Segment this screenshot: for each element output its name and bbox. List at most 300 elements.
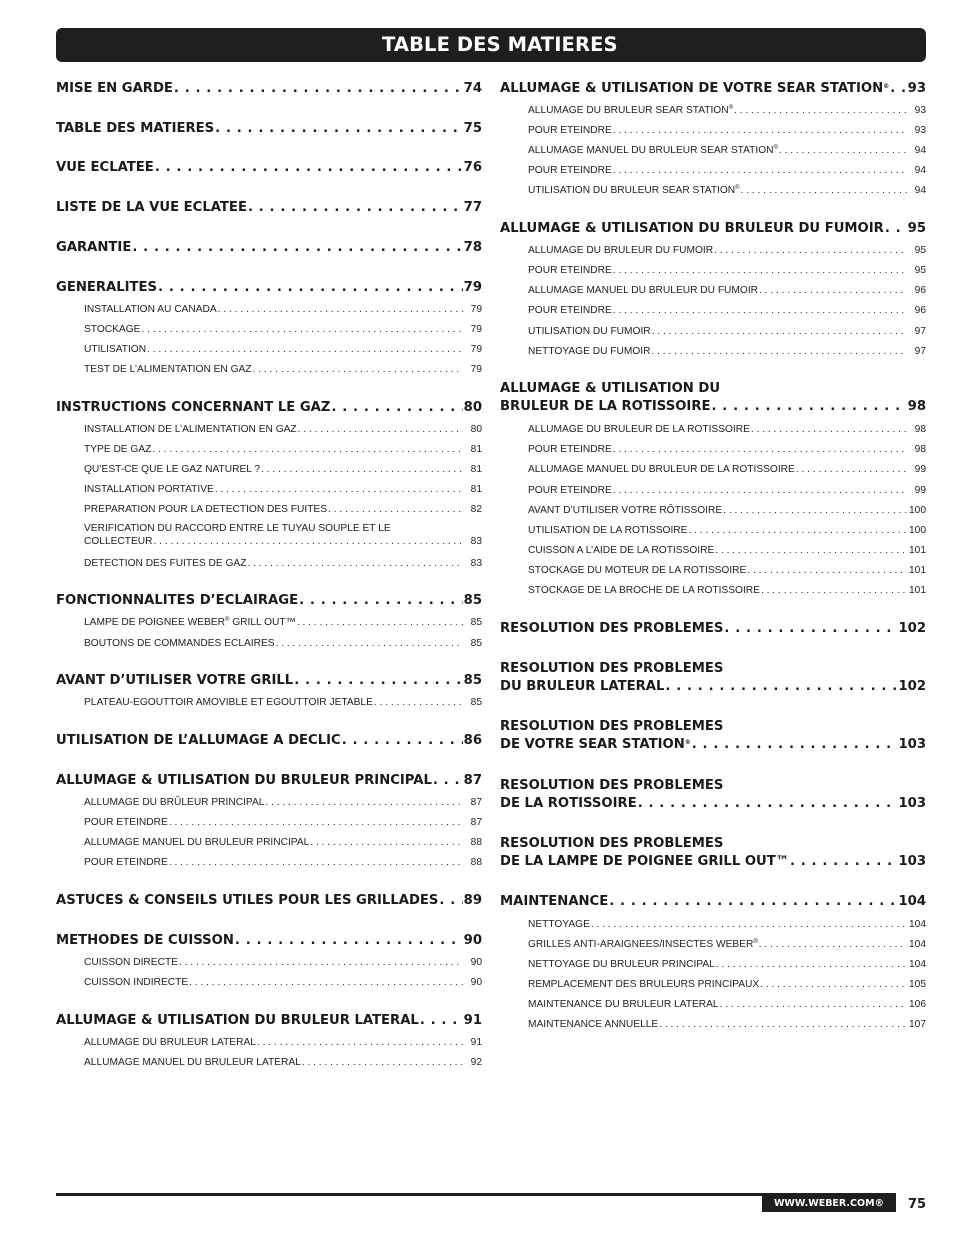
toc-section[interactable]: [56, 399, 482, 417]
toc-entry-title: [500, 853, 789, 871]
toc-section[interactable]: [56, 932, 482, 950]
toc-subentry-row[interactable]: [528, 325, 926, 338]
toc-subentry-title: [84, 836, 309, 849]
toc-section[interactable]: [56, 892, 482, 910]
toc-subentry-row[interactable]: [528, 958, 926, 971]
toc-entry-title: [500, 620, 723, 638]
entry-title-text: VUE ECLATEE: [56, 160, 154, 175]
toc-subentry-row[interactable]: [84, 816, 482, 829]
toc-subentry-row[interactable]: [528, 1018, 926, 1031]
toc-subentry-row[interactable]: [528, 443, 926, 456]
dot-leader: [760, 978, 907, 991]
toc-entry-row[interactable]: [56, 1012, 482, 1030]
toc-subentry-page: 90: [470, 977, 482, 988]
toc-subentry-row[interactable]: [528, 978, 926, 991]
toc-subentry-row[interactable]: [528, 524, 926, 537]
toc-section[interactable]: [500, 718, 926, 754]
toc-subentry-row[interactable]: [528, 584, 926, 597]
toc-section[interactable]: [56, 279, 482, 297]
entry-title-text: ALLUMAGE & UTILISATION DU BRULEUR LATERAL: [56, 1013, 419, 1028]
toc-subentry[interactable]: [528, 423, 926, 436]
toc-entry-row[interactable]: [500, 620, 926, 638]
entry-title-text: AVANT D’UTILISER VOTRE GRILL: [56, 673, 294, 688]
toc-subentry[interactable]: [528, 304, 926, 317]
toc-entry-title: [56, 199, 247, 217]
toc-subentry[interactable]: [84, 796, 482, 809]
toc-entry-row[interactable]: [56, 932, 482, 950]
entry-title-text: LISTE DE LA VUE ECLATEE: [56, 200, 247, 215]
entry-title-text: CUISSON INDIRECTE: [84, 977, 189, 988]
toc-subentry-page: 85: [470, 697, 482, 708]
entry-title-text: UTILISATION DU FUMOIR: [528, 326, 651, 337]
toc-section[interactable]: [56, 80, 482, 98]
registered-mark: ®: [773, 145, 778, 151]
toc-subentry-title: [84, 1036, 256, 1049]
toc-subentry-row[interactable]: [84, 463, 482, 476]
toc-entry-row[interactable]: [500, 795, 926, 813]
entry-title-text: PLATEAU-EGOUTTOIR AMOVIBLE ET EGOUTTOIR JETABLE: [84, 697, 373, 708]
toc-section[interactable]: [500, 777, 926, 813]
toc-subentry-title: [528, 544, 714, 557]
toc-entry-row[interactable]: [500, 80, 926, 98]
entry-title-text: ALLUMAGE MANUEL DU BRULEUR DU FUMOIR: [528, 285, 759, 296]
toc-subentry-page: 79: [470, 304, 482, 315]
toc-subentry-title: [84, 976, 188, 989]
toc-subentry-page: 87: [470, 817, 482, 828]
entry-title-text: DE LA LAMPE DE POIGNEE GRILL OUT™: [500, 854, 789, 869]
page-number: 75: [908, 1197, 927, 1212]
entry-title-text: NETTOYAGE: [528, 919, 590, 930]
toc-subentry-row[interactable]: [84, 535, 482, 548]
toc-entry-title-line1: ALLUMAGE & UTILISATION DU: [500, 381, 721, 396]
dot-leader: [759, 284, 907, 297]
toc-subentry-page: 83: [470, 536, 482, 547]
toc-subentry-page: 104: [909, 919, 926, 930]
dot-leader: [310, 836, 463, 849]
entry-title-text: ALLUMAGE DU BRULEUR DU FUMOIR: [528, 245, 714, 256]
toc-entry-row[interactable]: [500, 398, 926, 416]
toc-subentry-row[interactable]: [84, 557, 482, 570]
dot-leader: [688, 524, 907, 537]
toc-subentry-title: [528, 104, 733, 117]
toc-subentry-row[interactable]: [84, 1036, 482, 1049]
registered-mark: ®: [728, 105, 734, 111]
toc-subentry-row[interactable]: [84, 616, 482, 629]
dot-leader: [613, 443, 907, 456]
toc-section[interactable]: [56, 592, 482, 610]
toc-entry-page: 78: [463, 240, 482, 255]
toc-entry-page: 77: [463, 200, 482, 215]
toc-entry-page: 103: [898, 854, 926, 869]
toc-subentry[interactable]: [84, 1036, 482, 1049]
toc-entry-title-line1: RESOLUTION DES PROBLEMES: [500, 778, 724, 793]
toc-subentry-row[interactable]: [528, 564, 926, 577]
toc-entry-row[interactable]: [56, 592, 482, 610]
entry-title-text: CUISSON DIRECTE: [84, 957, 178, 968]
toc-subentry-row[interactable]: [528, 345, 926, 358]
entry-title-text: RESOLUTION DES PROBLEMES: [500, 621, 724, 636]
toc-subentry-page: 104: [909, 939, 926, 950]
toc-subentry[interactable]: [528, 998, 926, 1011]
toc-subentry[interactable]: [84, 303, 482, 316]
toc-entry-row[interactable]: [56, 239, 482, 257]
toc-subentry-row[interactable]: [528, 918, 926, 931]
toc-subentry-row[interactable]: [84, 363, 482, 376]
toc-subentry-title: [528, 164, 612, 177]
toc-subentry-page: 81: [470, 444, 482, 455]
toc-subentry-row[interactable]: [528, 504, 926, 517]
toc-subentry-row[interactable]: [84, 1056, 482, 1069]
toc-entry-title-line1: RESOLUTION DES PROBLEMES: [500, 836, 724, 851]
toc-entry-page: 76: [463, 160, 482, 175]
toc-subentry-row[interactable]: [84, 956, 482, 969]
entry-title-text: POUR ETEINDRE: [528, 485, 612, 496]
toc-section[interactable]: [56, 239, 482, 257]
toc-entry-page: 89: [463, 893, 482, 908]
entry-title-text: UTILISATION DE L’ALLUMAGE A DECLIC: [56, 733, 341, 748]
toc-subentry[interactable]: [84, 483, 482, 496]
dot-leader: [299, 592, 463, 610]
toc-subentry-row[interactable]: [528, 264, 926, 277]
dot-leader: [155, 159, 463, 177]
toc-entry-title: [56, 399, 330, 417]
toc-subentry[interactable]: [528, 463, 926, 476]
dot-leader: [179, 956, 463, 969]
toc-subentry-page: 94: [914, 145, 926, 156]
toc-subentry-title: [84, 637, 275, 650]
toc-subentry-title: [528, 325, 651, 338]
toc-entry-title: [56, 80, 173, 98]
toc-subentry-title: [84, 443, 151, 456]
toc-subentry-row[interactable]: [528, 423, 926, 436]
toc-subentry-page: 81: [470, 464, 482, 475]
toc-subentry[interactable]: [84, 323, 482, 336]
toc-subentry-row[interactable]: [84, 796, 482, 809]
toc-subentry[interactable]: [84, 463, 482, 476]
entry-title-text: ALLUMAGE DU BRULEUR DE LA ROTISSOIRE: [528, 424, 750, 435]
toc-subentry-page: 93: [914, 125, 926, 136]
toc-section[interactable]: [500, 660, 926, 696]
entry-title-text: INSTALLATION PORTATIVE: [84, 484, 214, 495]
toc-subentry[interactable]: [84, 856, 482, 869]
toc-subentry-title: [84, 483, 214, 496]
dot-leader: [169, 856, 463, 869]
toc-entry-row[interactable]: [56, 120, 482, 138]
toc-entry-row[interactable]: [500, 853, 926, 871]
toc-subentry[interactable]: [84, 557, 482, 570]
toc-entry-title: [56, 672, 293, 690]
entry-title-text: POUR ETEINDRE: [528, 165, 612, 176]
toc-subentry[interactable]: [84, 363, 482, 376]
entry-title-text: REMPLACEMENT DES BRULEURS PRINCIPAUX: [528, 979, 760, 990]
toc-subentry-page: 87: [470, 797, 482, 808]
toc-subentry-row[interactable]: [84, 637, 482, 650]
toc-subentry[interactable]: [84, 503, 482, 516]
toc-subentry-row[interactable]: [84, 343, 482, 356]
toc-section[interactable]: [56, 672, 482, 690]
toc-subentry-title: [84, 856, 168, 869]
dot-leader: [613, 164, 907, 177]
toc-subentry[interactable]: [84, 616, 482, 629]
dot-leader: [779, 144, 907, 157]
toc-entry-page: 93: [907, 81, 926, 96]
toc-entry-row[interactable]: [56, 772, 482, 790]
toc-subentry[interactable]: [528, 325, 926, 338]
toc-subentry-title: [528, 1018, 658, 1031]
toc-entry-page: 86: [463, 733, 482, 748]
toc-entry-row[interactable]: [500, 736, 926, 754]
toc-section[interactable]: [500, 220, 926, 238]
dot-leader: [420, 1012, 463, 1030]
toc-subentry-page: 82: [470, 504, 482, 515]
entry-title-text: POUR ETEINDRE: [528, 444, 612, 455]
registered-mark: ®: [735, 185, 740, 191]
toc-subentry[interactable]: [528, 958, 926, 971]
entry-title-text: GRILLES ANTI-ARAIGNEES/INSECTES WEBER: [528, 939, 754, 950]
toc-subentry-row[interactable]: [84, 696, 482, 709]
toc-subentry-row[interactable]: [528, 998, 926, 1011]
toc-entry-row[interactable]: [500, 893, 926, 911]
toc-section[interactable]: [500, 893, 926, 911]
toc-subentry-row[interactable]: [528, 463, 926, 476]
toc-subentry-row[interactable]: [528, 284, 926, 297]
dot-leader: [215, 483, 463, 496]
toc-subentry-row[interactable]: [84, 483, 482, 496]
dot-leader: [761, 584, 907, 597]
toc-subentry-title: [528, 423, 750, 436]
toc-subentry[interactable]: [528, 484, 926, 497]
toc-entry-page: 103: [898, 737, 926, 752]
toc-subentry-title: [84, 303, 217, 316]
entry-title-text: NETTOYAGE DU BRULEUR PRINCIPAL: [528, 959, 715, 970]
toc-subentry-title: [84, 816, 168, 829]
toc-subentry-page: 79: [470, 324, 482, 335]
toc-subentry[interactable]: [528, 544, 926, 557]
toc-subentry[interactable]: [84, 836, 482, 849]
toc-section[interactable]: [56, 1012, 482, 1030]
toc-subentry-row[interactable]: [528, 484, 926, 497]
dot-leader: [720, 998, 907, 1011]
toc-entry-page: 80: [463, 400, 482, 415]
toc-subentry[interactable]: [528, 443, 926, 456]
toc-subentry[interactable]: [528, 524, 926, 537]
toc-subentry-title: [84, 343, 146, 356]
toc-subentry[interactable]: [528, 104, 926, 117]
dot-leader: [253, 363, 463, 376]
toc-subentry-title: [84, 363, 252, 376]
dot-leader: [759, 938, 907, 951]
toc-subentry[interactable]: [528, 144, 926, 157]
toc-subentry[interactable]: [84, 1056, 482, 1069]
toc-subentry[interactable]: [528, 164, 926, 177]
toc-subentry[interactable]: [84, 816, 482, 829]
toc-subentry[interactable]: [84, 522, 482, 548]
toc-subentry-row[interactable]: [84, 303, 482, 316]
toc-section[interactable]: [500, 380, 926, 416]
toc-subentry-row[interactable]: [528, 184, 926, 197]
toc-section[interactable]: [500, 620, 926, 638]
toc-subentry-row[interactable]: [528, 164, 926, 177]
toc-subentry-page: 81: [470, 484, 482, 495]
toc-section[interactable]: [56, 120, 482, 138]
toc-subentry-row[interactable]: [84, 323, 482, 336]
toc-entry-page: 85: [463, 593, 482, 608]
toc-entry-row[interactable]: [56, 80, 482, 98]
toc-subentry[interactable]: [528, 978, 926, 991]
toc-section[interactable]: [500, 80, 926, 98]
dot-leader: [294, 672, 462, 690]
toc-subentry[interactable]: [528, 504, 926, 517]
toc-subentry[interactable]: [528, 284, 926, 297]
toc-subentry[interactable]: [528, 184, 926, 197]
toc-subentry[interactable]: [84, 976, 482, 989]
toc-entry-page: 90: [463, 933, 482, 948]
toc-entry-row[interactable]: [500, 220, 926, 238]
toc-subentry-row[interactable]: [528, 544, 926, 557]
toc-subentry-page: 93: [914, 105, 926, 116]
toc-subentry-title: [528, 484, 612, 497]
toc-subentry-row[interactable]: [84, 423, 482, 436]
page-title: TABLE DES MATIERES: [56, 28, 926, 62]
entry-title-text: ALLUMAGE MANUEL DU BRULEUR DE LA ROTISSOIRE: [528, 464, 795, 475]
dot-leader: [374, 696, 463, 709]
toc-subentry[interactable]: [84, 637, 482, 650]
dot-leader: [265, 796, 463, 809]
toc-subentry-row[interactable]: [84, 836, 482, 849]
dot-leader: [218, 303, 463, 316]
entry-title-text: MAINTENANCE: [500, 894, 609, 909]
entry-title-text: ALLUMAGE & UTILISATION DE VOTRE SEAR STATION: [500, 81, 884, 96]
dot-leader: [890, 80, 906, 98]
toc-subentry-page: 98: [914, 424, 926, 435]
dot-leader: [591, 918, 907, 931]
toc-subentry[interactable]: [528, 244, 926, 257]
toc-subentry-page: 106: [909, 999, 926, 1010]
toc-subentry-title: [528, 184, 740, 197]
toc-entry-title: [500, 398, 710, 416]
entry-title-text: DU BRULEUR LATERAL: [500, 679, 665, 694]
toc-subentry-page: 101: [909, 585, 926, 596]
entry-title-text: MAINTENANCE ANNUELLE: [528, 1019, 659, 1030]
toc-subentry[interactable]: [84, 343, 482, 356]
dot-leader: [734, 104, 907, 117]
entry-title-text: UTILISATION DU BRULEUR SEAR STATION: [528, 185, 736, 196]
toc-subentry-page: 95: [914, 245, 926, 256]
toc-subentry-row[interactable]: [84, 443, 482, 456]
dot-leader: [651, 345, 907, 358]
toc-subentry-row[interactable]: [528, 304, 926, 317]
dot-leader: [158, 279, 463, 297]
toc-entry-row[interactable]: [500, 678, 926, 696]
toc-subentry-page: 90: [470, 957, 482, 968]
toc-entry-row[interactable]: [56, 159, 482, 177]
toc-subentry-title: [528, 938, 758, 951]
toc-subentry[interactable]: [84, 443, 482, 456]
toc-subentry[interactable]: [84, 696, 482, 709]
toc-subentry-page: 85: [470, 617, 482, 628]
dot-leader: [235, 932, 463, 950]
entry-title-text: DETECTION DES FUITES DE GAZ: [84, 558, 247, 569]
toc-section[interactable]: [56, 199, 482, 217]
toc-subentry[interactable]: [528, 124, 926, 137]
toc-entry-row[interactable]: [56, 892, 482, 910]
toc-subentry-row[interactable]: [528, 124, 926, 137]
toc-entry-title: [56, 1012, 419, 1030]
dot-leader: [692, 736, 898, 754]
toc-subentry-title: [528, 504, 722, 517]
dot-leader: [613, 124, 907, 137]
toc-subentry[interactable]: [528, 918, 926, 931]
toc-entry-row[interactable]: [56, 732, 482, 750]
toc-subentry[interactable]: [84, 423, 482, 436]
entry-title-text: POUR ETEINDRE: [528, 265, 612, 276]
dot-leader: [659, 1018, 907, 1031]
toc-subentry[interactable]: [528, 584, 926, 597]
entry-title-text: ALLUMAGE DU BRULEUR LATERAL: [84, 1037, 256, 1048]
toc-subentry-title: [84, 423, 297, 436]
toc-section[interactable]: [56, 732, 482, 750]
dot-leader: [439, 892, 462, 910]
toc-subentry-page: 94: [914, 165, 926, 176]
toc-subentry[interactable]: [528, 1018, 926, 1031]
dot-leader: [169, 816, 463, 829]
toc-entry-title: [56, 772, 432, 790]
toc-entry-page: 95: [907, 221, 926, 236]
dot-leader: [248, 199, 463, 217]
entry-title-text: ALLUMAGE DU BRÛLEUR PRINCIPAL: [84, 797, 265, 808]
toc-entry-page: 102: [898, 621, 926, 636]
toc-entry-title: [500, 80, 889, 98]
toc-section[interactable]: [56, 159, 482, 177]
registered-mark: ®: [224, 617, 230, 623]
toc-subentry-row[interactable]: [84, 976, 482, 989]
toc-entry-page: 103: [898, 796, 926, 811]
toc-entry-page: 104: [898, 894, 926, 909]
entry-title-text-2: GRILL OUT™: [229, 617, 296, 628]
toc-subentry-row[interactable]: [528, 938, 926, 951]
entry-title-text: INSTRUCTIONS CONCERNANT LE GAZ: [56, 400, 331, 415]
toc-subentry[interactable]: [528, 345, 926, 358]
toc-subentry-row[interactable]: [528, 244, 926, 257]
toc-subentry-row[interactable]: [528, 104, 926, 117]
toc-entry-row[interactable]: [56, 399, 482, 417]
toc-entry-row[interactable]: [56, 279, 482, 297]
dot-leader: [751, 423, 907, 436]
toc-subentry-row[interactable]: [84, 503, 482, 516]
toc-subentry-title: [84, 1056, 301, 1069]
toc-entry-row[interactable]: [56, 672, 482, 690]
toc-section[interactable]: [56, 772, 482, 790]
toc-subentry[interactable]: [528, 938, 926, 951]
dot-leader: [638, 795, 898, 813]
toc-entry-page: 85: [463, 673, 482, 688]
entry-title-text: ALLUMAGE DU BRULEUR SEAR STATION: [528, 105, 729, 116]
toc-subentry[interactable]: [84, 956, 482, 969]
entry-title-text: MAINTENANCE DU BRULEUR LATERAL: [528, 999, 719, 1010]
dot-leader: [716, 958, 907, 971]
toc-subentry-page: 101: [909, 545, 926, 556]
toc-subentry-page: 96: [914, 285, 926, 296]
toc-entry-title-line1: RESOLUTION DES PROBLEMES: [500, 719, 724, 734]
toc-subentry-row[interactable]: [84, 856, 482, 869]
dot-leader: [796, 463, 907, 476]
toc-entry-row[interactable]: [56, 199, 482, 217]
toc-entry-title: [56, 932, 234, 950]
toc-subentry[interactable]: [528, 264, 926, 277]
toc-subentry-row[interactable]: [528, 144, 926, 157]
toc-section[interactable]: [500, 835, 926, 871]
toc-subentry[interactable]: [528, 564, 926, 577]
